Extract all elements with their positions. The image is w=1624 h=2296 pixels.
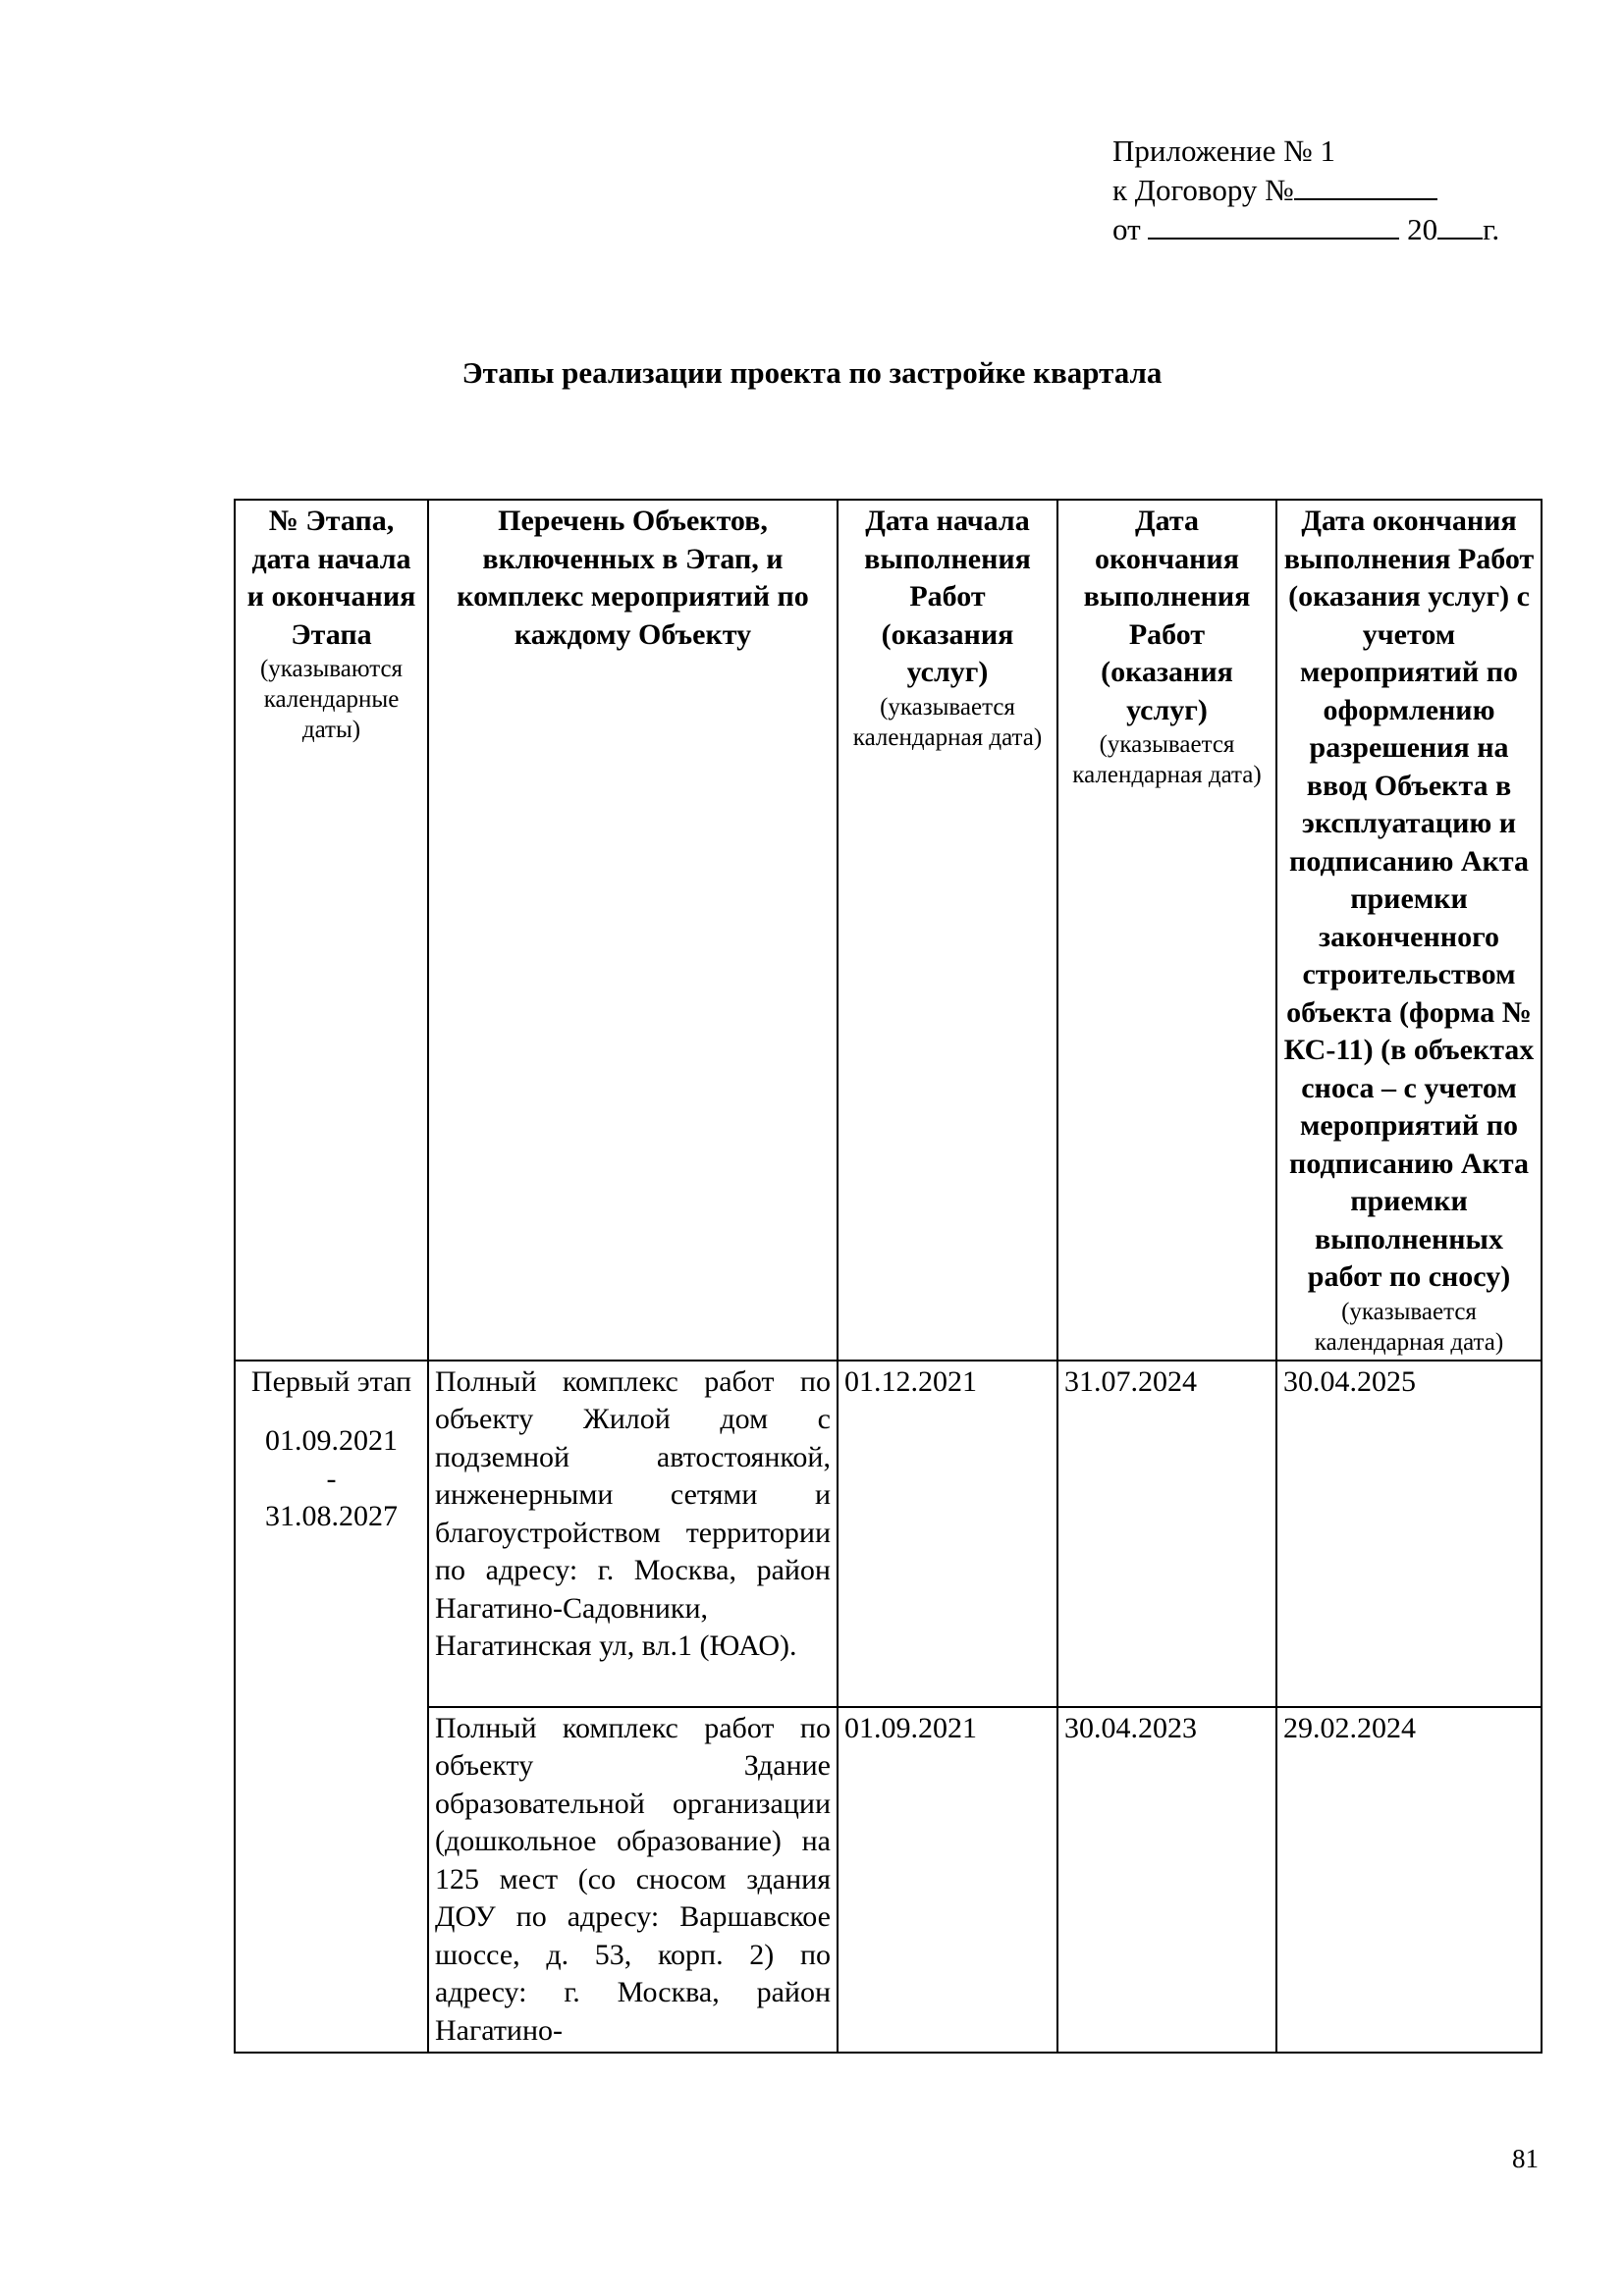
appendix-line2: к Договору № [1112,171,1499,210]
appendix-line1: Приложение № 1 [1112,133,1335,168]
stage-dash: - [326,1462,337,1495]
contract-year-blank [1437,210,1483,240]
header-start-date: Дата начала выполнения Работ (оказания услуг) (указывается календарная дата) [838,500,1057,1361]
stages-table [234,499,1543,2054]
object-description: Полный комплекс работ по объекту Жилой дом с подземной автостоянкой, инженерными сетями и благоустройством территории по адресу: г. Москва, район Нагатино-Садовники, Нагатинская ул, вл.1 (ЮАО). [428,1361,838,1707]
appendix-header [1112,132,1499,249]
page-number: 81 [1512,2144,1539,2173]
table-header-row [235,500,1542,1361]
header-stage: № Этапа, дата начала и окончания Этапа (указываются календарные даты) [235,500,428,1361]
start-date: 01.09.2021 [838,1707,1057,2054]
table-row [235,1707,1542,2054]
end-date-commissioning: 29.02.2024 [1276,1707,1542,2054]
end-date: 30.04.2023 [1057,1707,1276,2054]
stage-cell [235,1361,428,2054]
stage-start: 01.09.2021 [265,1424,398,1457]
header-objects: Перечень Объектов, включенных в Этап, и комплекс мероприятий по каждому Объекту [428,500,838,1361]
end-date: 31.07.2024 [1057,1361,1276,1707]
header-end-date-commissioning: Дата окончания выполнения Работ (оказания услуг) с учетом мероприятий по оформлению разрешения на ввод Объекта в эксплуатацию и подписанию Акта приемки законченного строительством объекта (форма № КС-11) (в объектах сноса – с учетом мероприятий по подписанию Акта приемки выполненных работ по сносу) (указывается календарная дата) [1276,500,1542,1361]
contract-date-blank [1148,210,1399,240]
stage-name: Первый этап [250,1364,412,1398]
end-date-commissioning: 30.04.2025 [1276,1361,1542,1707]
document-title: Этапы реализации проекта по застройке квартала [461,355,1163,390]
header-end-date: Дата окончания выполнения Работ (оказания услуг) (указывается календарная дата) [1057,500,1276,1361]
table-row [235,1361,1542,1707]
start-date: 01.12.2021 [838,1361,1057,1707]
object-description: Полный комплекс работ по объекту Здание образовательной организации (дошкольное образование) на 125 мест (со сносом здания ДОУ по адресу: Варшавское шоссе, д. 53, корп. 2) по адресу: г. Москва, район Нагатино- [428,1707,838,2054]
appendix-line3: от 20 г. [1112,212,1500,246]
stage-end: 31.08.2027 [265,1500,398,1532]
contract-number-blank [1294,171,1437,200]
